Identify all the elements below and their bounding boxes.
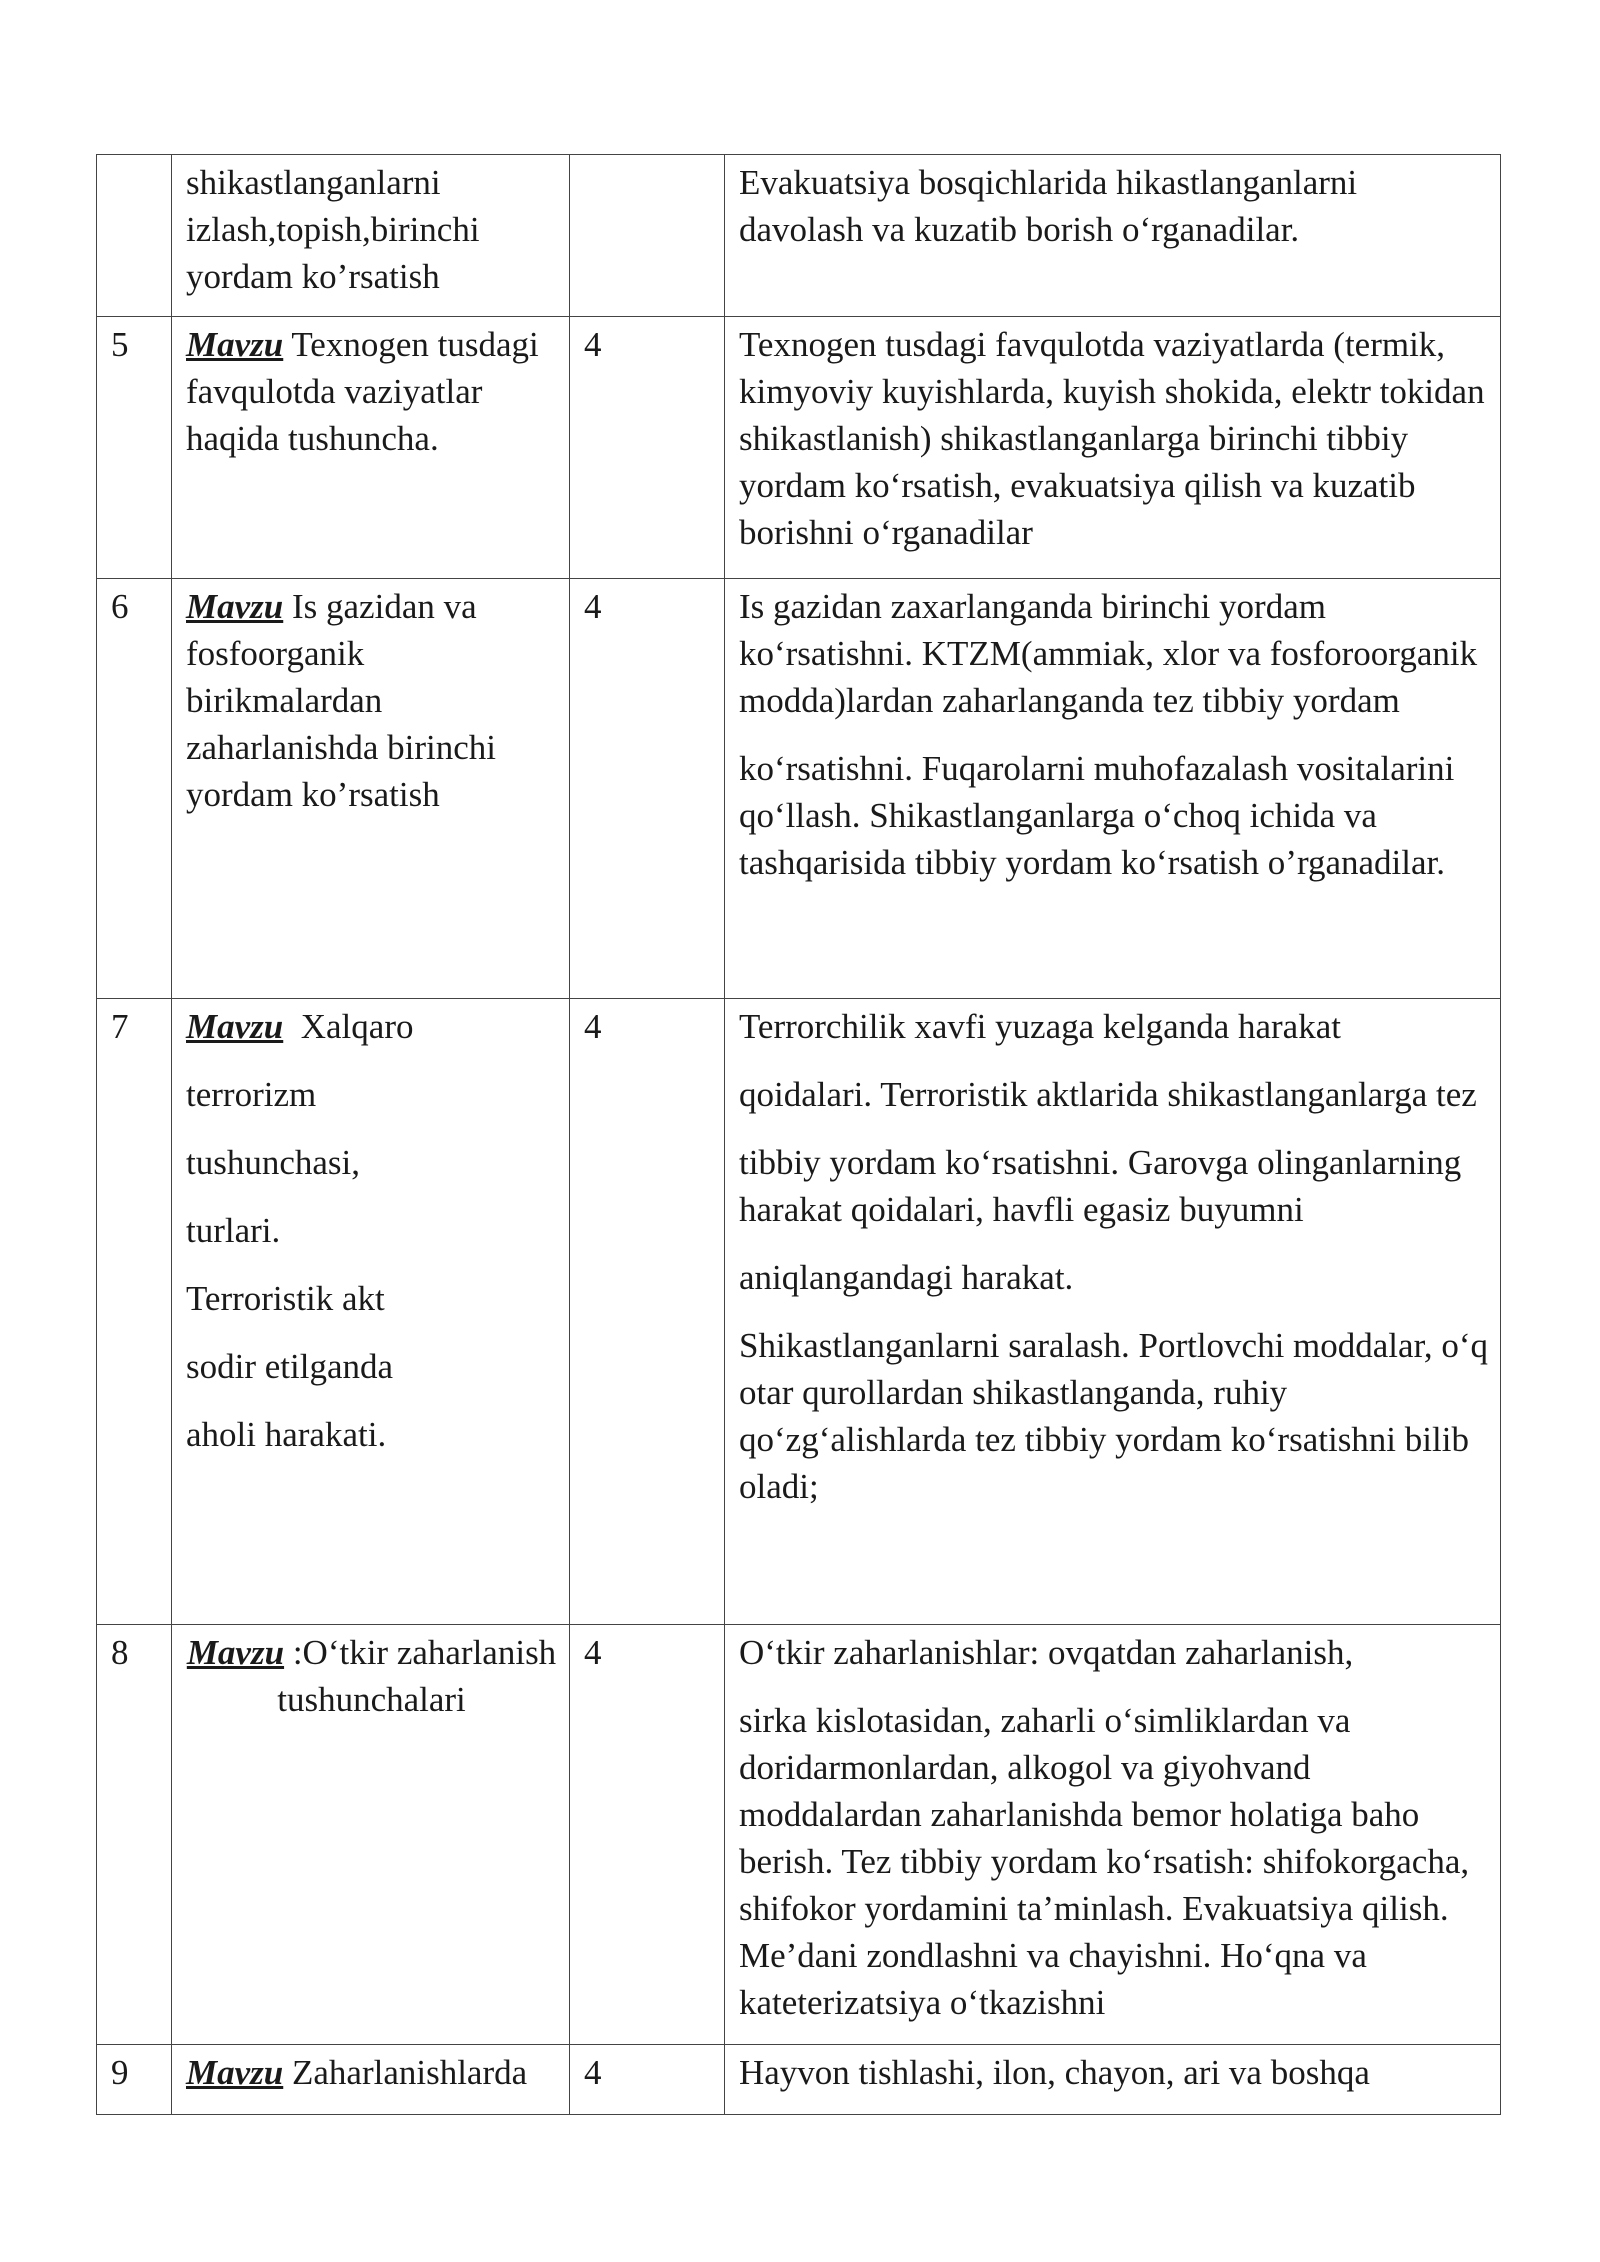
topic-line: sodir etilganda bbox=[186, 1347, 394, 1386]
hours-cell: 4 bbox=[570, 1625, 725, 2045]
topic-line: tushunchasi, bbox=[186, 1143, 361, 1182]
topic-text: Xalqaro bbox=[283, 1007, 414, 1046]
hours-cell: 4 bbox=[570, 999, 725, 1625]
description-paragraph: sirka kislotasidan, zaharli o‘simliklardan va doridarmonlardan, alkogol va giyohvand moddalardan zaharlanishda bemor holatiga baho berish. Tez tibbiy yordam ko‘rsatish: shifokorgacha, shifokor yordamini ta’minlash. Evakuatsiya qilish. Me’dani zondlashni va chayishni. Ho‘qna va kateterizatsiya o‘tkazishni bbox=[739, 1701, 1470, 2022]
topic-cell bbox=[172, 999, 570, 1625]
description-paragraph: ko‘rsatishni. Fuqarolarni muhofazalash vositalarini qo‘llash. Shikastlanganlarga o‘choq ichida va tashqarisida tibbiy yordam ko‘rsatish o’rganadilar. bbox=[739, 749, 1455, 882]
hours-cell bbox=[570, 155, 725, 317]
row-number: 9 bbox=[97, 2045, 172, 2115]
topic-cell bbox=[172, 2045, 570, 2115]
topic-label: Mavzu bbox=[186, 587, 284, 626]
curriculum-table bbox=[96, 154, 1501, 2115]
topic-text: :O‘tkir zaharlanish tushunchalari bbox=[277, 1633, 557, 1719]
topic-label: Mavzu bbox=[186, 2053, 284, 2092]
description-paragraph: Is gazidan zaxarlanganda birinchi yordam ko‘rsatishni. KTZM(ammiak, xlor va fosforoorganik modda)lardan zaharlanganda tez tibbiy yordam bbox=[739, 587, 1478, 720]
topic-label: Mavzu bbox=[186, 325, 284, 364]
table-row bbox=[97, 2045, 1501, 2115]
topic-line: turlari. bbox=[186, 1211, 281, 1250]
topic-line: terrorizm bbox=[186, 1075, 317, 1114]
description-cell bbox=[725, 999, 1501, 1625]
table-row bbox=[97, 155, 1501, 317]
table-row bbox=[97, 579, 1501, 999]
table-row bbox=[97, 999, 1501, 1625]
topic-label: Mavzu bbox=[186, 1633, 285, 1672]
topic-cell bbox=[172, 317, 570, 579]
topic-line: Terroristik akt bbox=[186, 1279, 385, 1318]
description-cell bbox=[725, 2045, 1501, 2115]
topic-cell bbox=[172, 579, 570, 999]
topic-line: aholi harakati. bbox=[186, 1415, 387, 1454]
topic-text: Texnogen tusdagi favqulotda vaziyatlar haqida tushuncha. bbox=[186, 325, 539, 458]
hours-cell: 4 bbox=[570, 579, 725, 999]
description-cell bbox=[725, 579, 1501, 999]
row-number bbox=[97, 155, 172, 317]
description-cell bbox=[725, 155, 1501, 317]
row-number: 6 bbox=[97, 579, 172, 999]
table-row bbox=[97, 1625, 1501, 2045]
description-paragraph: Shikastlanganlarni saralash. Portlovchi moddalar, o‘q otar qurollardan shikastlanganda, ruhiy qo‘zg‘alishlarda tez tibbiy yordam ko‘rsatishni bilib oladi; bbox=[739, 1326, 1488, 1506]
description-paragraph: tibbiy yordam ko‘rsatishni. Garovga olinganlarning harakat qoidalari, havfli egasiz buyumni bbox=[739, 1143, 1462, 1229]
description-paragraph: qoidalari. Terroristik aktlarida shikastlanganlarga tez bbox=[739, 1075, 1477, 1114]
description-cell bbox=[725, 1625, 1501, 2045]
row-number: 7 bbox=[97, 999, 172, 1625]
description-paragraph: Hayvon tishlashi, ilon, chayon, ari va boshqa bbox=[739, 2053, 1370, 2092]
topic-line bbox=[186, 1003, 557, 1050]
description-paragraph: Texnogen tusdagi favqulotda vaziyatlarda (termik, kimyoviy kuyishlarda, kuyish shokida, elektr tokidan shikastlanish) shikastlanganlarga birinchi tibbiy yordam ko‘rsatish, evakuatsiya qilish va kuzatib borishni o‘rganadilar bbox=[739, 325, 1485, 552]
topic-text: Zaharlanishlarda bbox=[283, 2053, 528, 2092]
description-cell bbox=[725, 317, 1501, 579]
description-paragraph: Terrorchilik xavfi yuzaga kelganda harakat bbox=[739, 1007, 1341, 1046]
row-number: 8 bbox=[97, 1625, 172, 2045]
topic-label: Mavzu bbox=[186, 1007, 284, 1046]
description-paragraph: O‘tkir zaharlanishlar: ovqatdan zaharlanish, bbox=[739, 1633, 1354, 1672]
hours-cell: 4 bbox=[570, 317, 725, 579]
topic-text: Is gazidan va fosfoorganik birikmalardan zaharlanishda birinchi yordam ko’rsatish bbox=[186, 587, 497, 814]
table-row bbox=[97, 317, 1501, 579]
row-number: 5 bbox=[97, 317, 172, 579]
description-paragraph: Evakuatsiya bosqichlarida hikastlanganlarni davolash va kuzatib borish o‘rganadilar. bbox=[739, 163, 1358, 249]
hours-cell: 4 bbox=[570, 2045, 725, 2115]
description-paragraph: aniqlangandagi harakat. bbox=[739, 1258, 1074, 1297]
topic-text: shikastlanganlarni izlash,topish,birinchi yordam ko’rsatish bbox=[186, 163, 480, 296]
topic-cell bbox=[172, 155, 570, 317]
topic-cell bbox=[172, 1625, 570, 2045]
